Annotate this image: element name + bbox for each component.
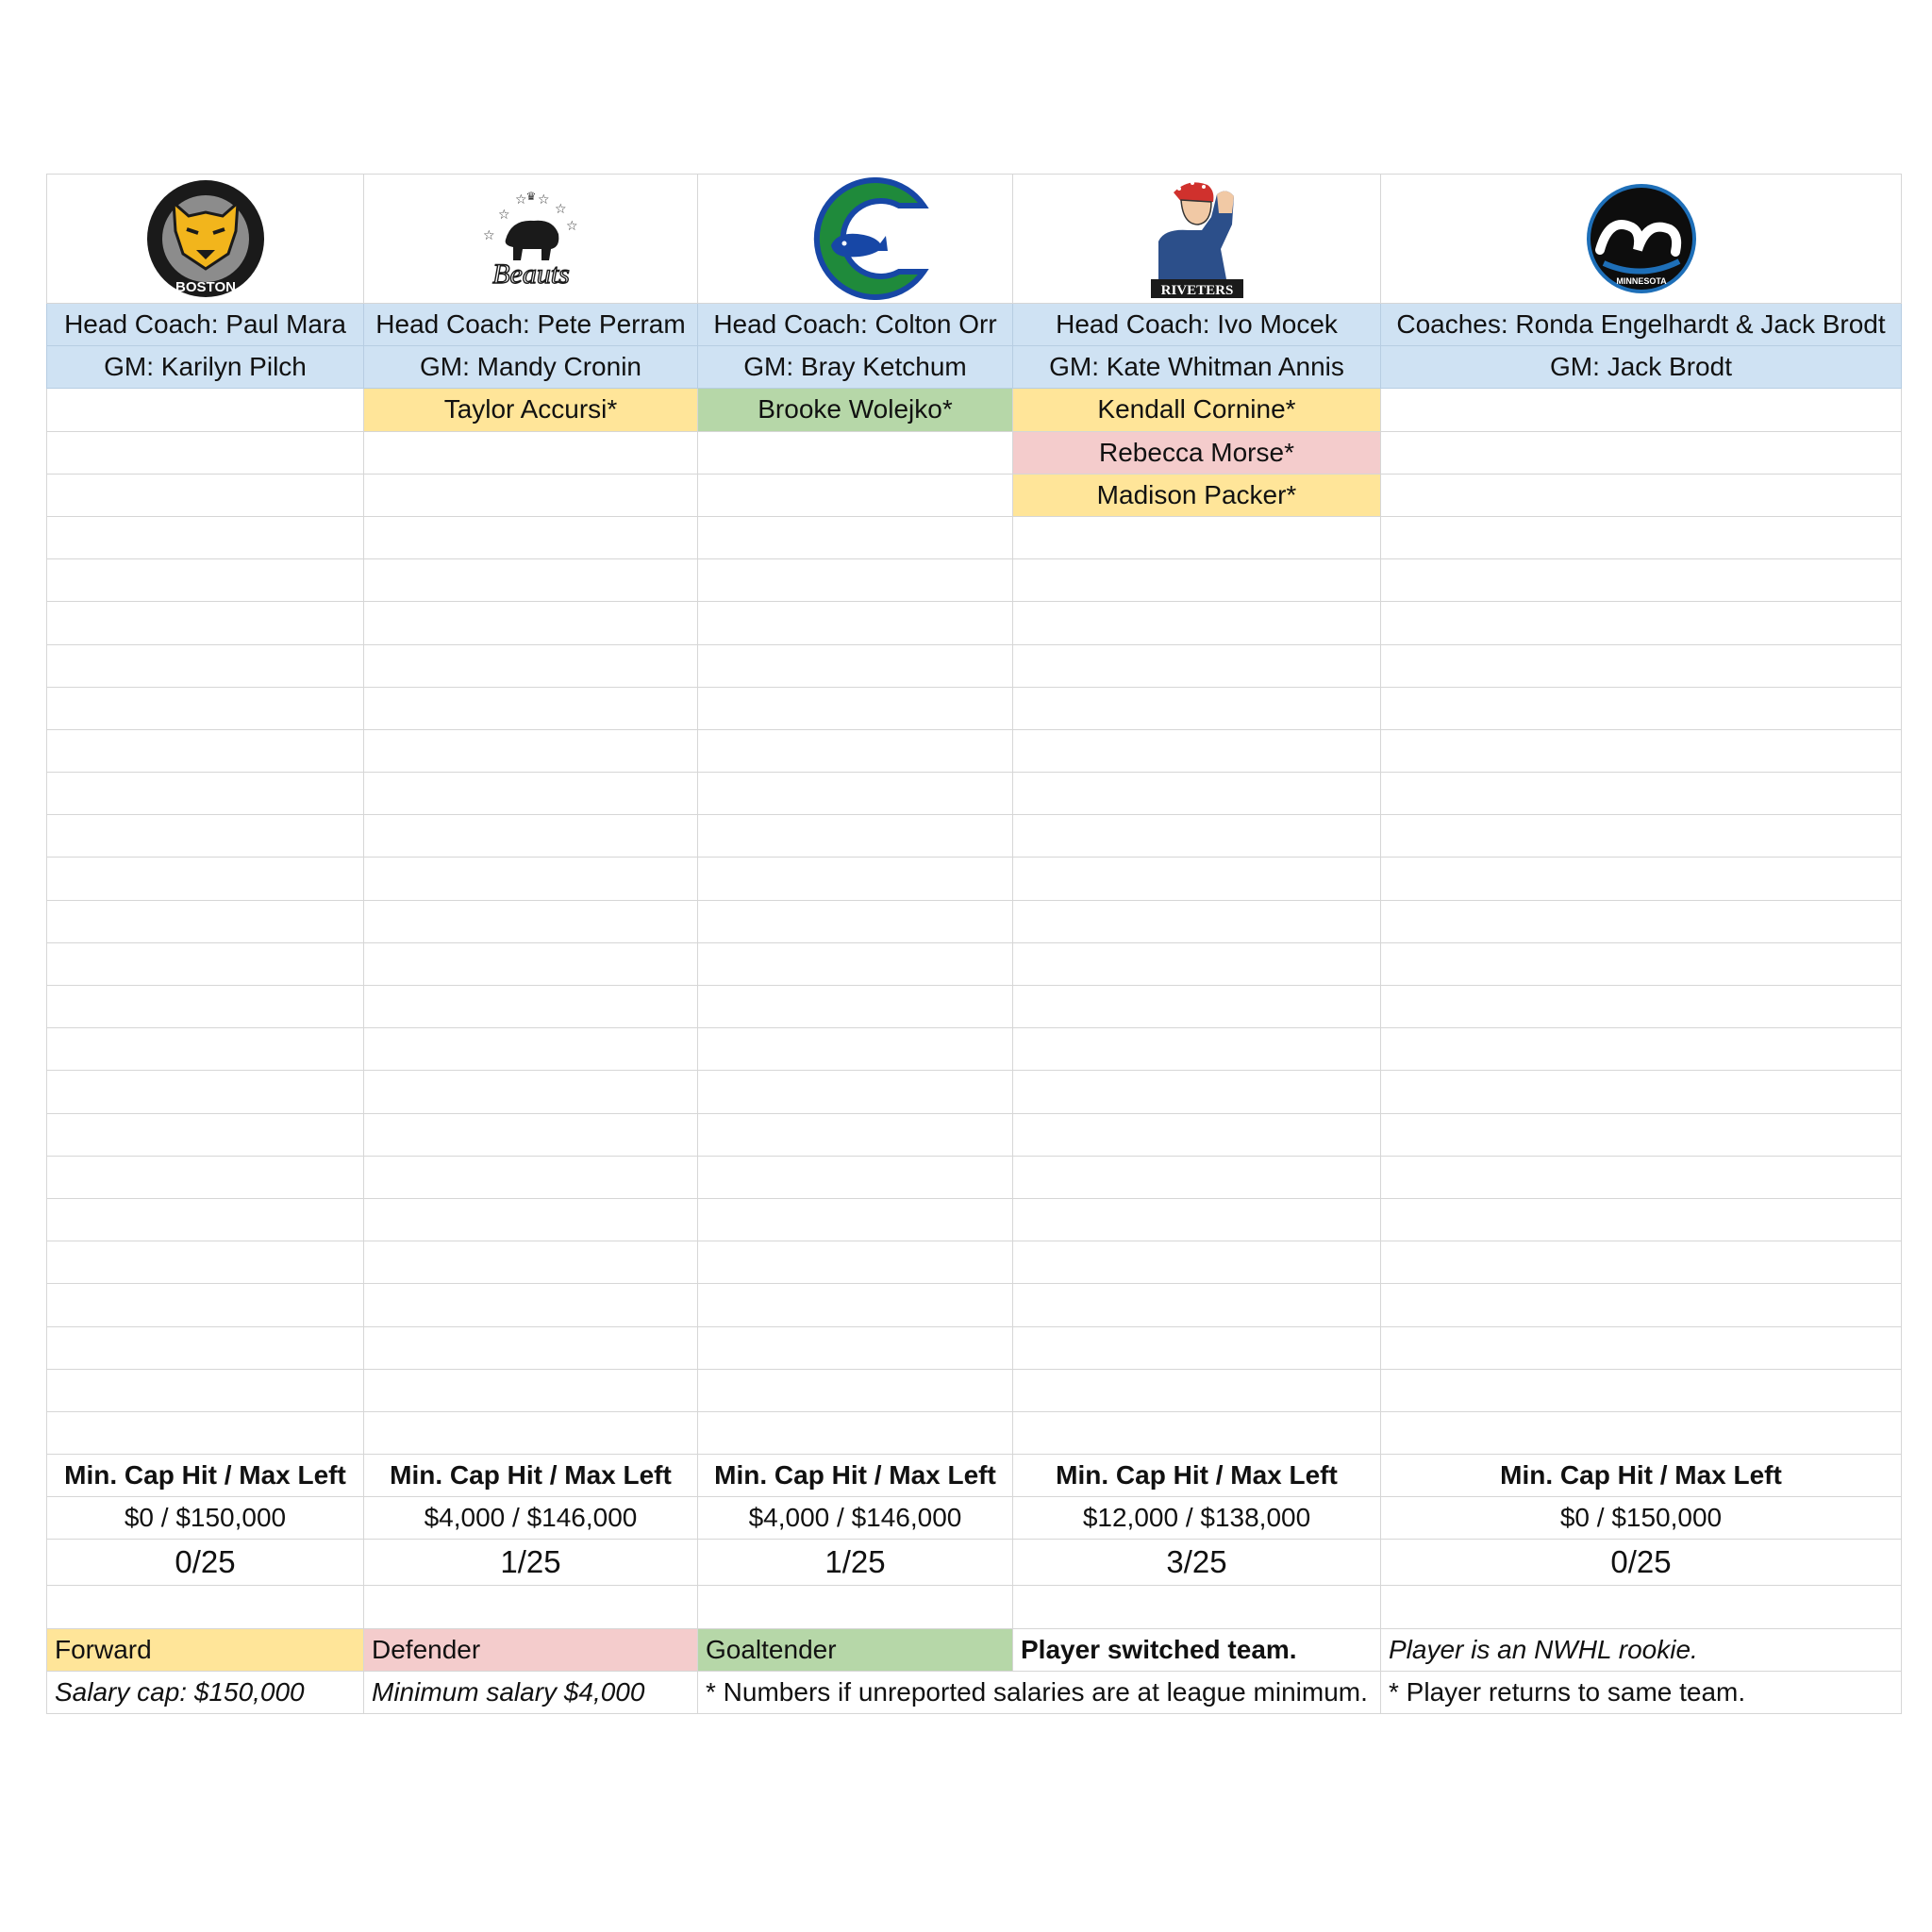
roster-row	[47, 1241, 1902, 1284]
spacer-row	[47, 1586, 1902, 1628]
roster-cell[interactable]	[698, 559, 1013, 602]
roster-count-row	[47, 1540, 1902, 1586]
roster-cell[interactable]	[364, 900, 698, 942]
roster-cell[interactable]	[364, 644, 698, 687]
svg-text:MINNESOTA: MINNESOTA	[1615, 276, 1667, 286]
cell[interactable]	[698, 1586, 1013, 1628]
empty-roster-rows	[47, 516, 1902, 1454]
gm-cell[interactable]: GM: Mandy Cronin	[364, 346, 698, 389]
legend-switched-team[interactable]: Player switched team.	[1013, 1628, 1381, 1671]
roster-row	[47, 1071, 1902, 1113]
roster-cell[interactable]	[1013, 1156, 1381, 1198]
roster-cell[interactable]	[364, 986, 698, 1028]
roster-cell[interactable]	[1381, 986, 1902, 1028]
roster-cell[interactable]	[1381, 602, 1902, 644]
roster-cell[interactable]	[47, 858, 364, 900]
gm-cell[interactable]: GM: Jack Brodt	[1381, 346, 1902, 389]
roster-row	[47, 1156, 1902, 1198]
roster-cell[interactable]	[1013, 1284, 1381, 1326]
roster-row	[47, 474, 1902, 516]
roster-cell[interactable]	[1381, 858, 1902, 900]
roster-cell[interactable]	[1013, 602, 1381, 644]
roster-row	[47, 1028, 1902, 1071]
roster-cell[interactable]	[47, 1113, 364, 1156]
roster-cell[interactable]	[47, 1156, 364, 1198]
connecticut-whale-logo	[782, 177, 929, 300]
roster-row	[47, 1411, 1902, 1454]
roster-cell[interactable]	[698, 431, 1013, 474]
coach-cell[interactable]: Head Coach: Pete Perram	[364, 304, 698, 346]
roster-cell[interactable]	[698, 1326, 1013, 1369]
roster-cell[interactable]	[47, 516, 364, 558]
roster-count-cell[interactable]: 3/25	[1013, 1540, 1381, 1586]
gm-row	[47, 346, 1902, 389]
roster-cell[interactable]	[698, 1411, 1013, 1454]
cap-value-cell[interactable]: $4,000 / $146,000	[698, 1497, 1013, 1540]
salary-cap-note[interactable]: Salary cap: $150,000	[47, 1671, 364, 1713]
roster-cell[interactable]	[698, 773, 1013, 815]
roster-cell[interactable]	[698, 1284, 1013, 1326]
roster-row	[47, 559, 1902, 602]
roster-cell[interactable]	[47, 389, 364, 431]
roster-cell[interactable]	[364, 1113, 698, 1156]
roster-row	[47, 858, 1902, 900]
roster-cell[interactable]	[1013, 1241, 1381, 1284]
roster-cell[interactable]	[698, 1071, 1013, 1113]
roster-cell[interactable]	[1381, 1411, 1902, 1454]
roster-row	[47, 900, 1902, 942]
roster-cell[interactable]	[47, 942, 364, 985]
cap-header-cell[interactable]: Min. Cap Hit / Max Left	[1013, 1455, 1381, 1497]
svg-text:RIVETERS: RIVETERS	[1160, 283, 1233, 298]
roster-row	[47, 773, 1902, 815]
cap-header-cell[interactable]: Min. Cap Hit / Max Left	[47, 1455, 364, 1497]
roster-cell[interactable]	[364, 1198, 698, 1241]
roster-cell[interactable]	[47, 1028, 364, 1071]
roster-cell[interactable]	[47, 431, 364, 474]
legend-rookie[interactable]: Player is an NWHL rookie.	[1381, 1628, 1902, 1671]
gm-cell[interactable]: GM: Bray Ketchum	[698, 346, 1013, 389]
svg-text:☆: ☆	[497, 207, 510, 222]
roster-row	[47, 1113, 1902, 1156]
roster-cell[interactable]	[47, 986, 364, 1028]
roster-row	[47, 815, 1902, 858]
roster-cell[interactable]	[364, 729, 698, 772]
roster-cell[interactable]	[1013, 1113, 1381, 1156]
svg-text:BOSTON: BOSTON	[175, 279, 236, 295]
roster-cell[interactable]	[698, 729, 1013, 772]
roster-cell[interactable]	[698, 687, 1013, 729]
legend-row	[47, 1628, 1902, 1671]
roster-cell[interactable]	[698, 1241, 1013, 1284]
cell[interactable]	[364, 175, 698, 304]
coach-cell[interactable]: Head Coach: Colton Orr	[698, 304, 1013, 346]
coach-row	[47, 304, 1902, 346]
coach-cell[interactable]: Coaches: Ronda Engelhardt & Jack Brodt	[1381, 304, 1902, 346]
roster-cell[interactable]	[698, 858, 1013, 900]
roster-cell[interactable]	[1013, 1411, 1381, 1454]
roster-count-cell[interactable]: 0/25	[47, 1540, 364, 1586]
roster-cell[interactable]	[364, 1284, 698, 1326]
coach-cell[interactable]: Head Coach: Paul Mara	[47, 304, 364, 346]
svg-text:☆: ☆	[537, 192, 550, 207]
roster-cell[interactable]	[47, 773, 364, 815]
roster-cell[interactable]	[364, 687, 698, 729]
roster-cell[interactable]	[1013, 815, 1381, 858]
svg-text:Beauts: Beauts	[491, 258, 570, 290]
roster-row	[47, 389, 1902, 431]
cell[interactable]	[1381, 175, 1902, 304]
roster-cell[interactable]: Kendall Cornine*	[1013, 389, 1381, 431]
roster-cell[interactable]	[364, 1326, 698, 1369]
roster-cell[interactable]	[364, 431, 698, 474]
roster-cell[interactable]	[364, 773, 698, 815]
roster-cell[interactable]	[47, 474, 364, 516]
roster-cell[interactable]	[1381, 1326, 1902, 1369]
roster-cell[interactable]	[698, 1198, 1013, 1241]
unreported-salaries-note[interactable]: * Numbers if unreported salaries are at league minimum.	[698, 1671, 1381, 1713]
roster-cell[interactable]	[47, 815, 364, 858]
roster-cell[interactable]	[698, 644, 1013, 687]
roster-cell[interactable]	[364, 474, 698, 516]
roster-cell[interactable]	[364, 942, 698, 985]
roster-cell[interactable]	[1013, 942, 1381, 985]
cell[interactable]	[1013, 1586, 1381, 1628]
roster-count-cell[interactable]: 1/25	[698, 1540, 1013, 1586]
roster-cell[interactable]	[1013, 1326, 1381, 1369]
roster-cell[interactable]	[47, 687, 364, 729]
gm-cell[interactable]: GM: Karilyn Pilch	[47, 346, 364, 389]
roster-cell[interactable]	[364, 1071, 698, 1113]
returns-same-team-note[interactable]: * Player returns to same team.	[1381, 1671, 1902, 1713]
roster-cell[interactable]	[47, 1369, 364, 1411]
roster-cell[interactable]	[1013, 687, 1381, 729]
svg-text:☆: ☆	[565, 218, 578, 233]
cap-value-cell[interactable]: $0 / $150,000	[1381, 1497, 1902, 1540]
svg-text:♛: ♛	[525, 190, 536, 203]
roster-cell[interactable]	[1381, 389, 1902, 431]
roster-count-cell[interactable]: 0/25	[1381, 1540, 1902, 1586]
roster-row	[47, 516, 1902, 558]
roster-cell[interactable]	[1381, 1113, 1902, 1156]
roster-cell[interactable]	[47, 644, 364, 687]
roster-cell[interactable]	[698, 815, 1013, 858]
roster-count-cell[interactable]: 1/25	[364, 1540, 698, 1586]
roster-cell[interactable]: Rebecca Morse*	[1013, 431, 1381, 474]
roster-row	[47, 602, 1902, 644]
cap-header-cell[interactable]: Min. Cap Hit / Max Left	[364, 1455, 698, 1497]
team-roster-sheet	[46, 174, 1902, 1714]
roster-cell[interactable]	[1013, 858, 1381, 900]
roster-row	[47, 1284, 1902, 1326]
roster-cell[interactable]	[47, 1241, 364, 1284]
roster-cell[interactable]	[698, 474, 1013, 516]
cell[interactable]	[47, 175, 364, 304]
roster-cell[interactable]	[1381, 942, 1902, 985]
cap-header-row	[47, 1455, 1902, 1497]
cell[interactable]	[1381, 1586, 1902, 1628]
coach-cell[interactable]: Head Coach: Ivo Mocek	[1013, 304, 1381, 346]
roster-cell[interactable]	[1381, 1284, 1902, 1326]
roster-cell[interactable]	[1381, 431, 1902, 474]
svg-text:☆: ☆	[554, 201, 567, 216]
roster-cell[interactable]	[364, 1369, 698, 1411]
roster-cell[interactable]	[364, 1156, 698, 1198]
cap-value-cell[interactable]: $0 / $150,000	[47, 1497, 364, 1540]
roster-cell[interactable]	[1013, 986, 1381, 1028]
roster-cell[interactable]	[698, 516, 1013, 558]
roster-row	[47, 687, 1902, 729]
roster-cell[interactable]	[1381, 1156, 1902, 1198]
roster-cell[interactable]	[1381, 729, 1902, 772]
roster-cell[interactable]	[698, 986, 1013, 1028]
svg-text:☆: ☆	[514, 192, 527, 207]
roster-cell[interactable]	[698, 1156, 1013, 1198]
roster-cell[interactable]	[1381, 773, 1902, 815]
minimum-salary-note[interactable]: Minimum salary $4,000	[364, 1671, 698, 1713]
roster-cell[interactable]	[1381, 516, 1902, 558]
roster-cell[interactable]	[364, 815, 698, 858]
minnesota-whitecaps-logo	[1585, 182, 1698, 295]
roster-row	[47, 986, 1902, 1028]
roster-cell[interactable]	[1381, 474, 1902, 516]
roster-cell[interactable]	[1013, 900, 1381, 942]
roster-cell[interactable]	[1013, 729, 1381, 772]
roster-cell[interactable]	[47, 1411, 364, 1454]
cap-header-cell[interactable]: Min. Cap Hit / Max Left	[1381, 1455, 1902, 1497]
roster-cell[interactable]	[47, 900, 364, 942]
roster-cell[interactable]: Madison Packer*	[1013, 474, 1381, 516]
roster-cell[interactable]	[1013, 1198, 1381, 1241]
buffalo-beauts-logo	[460, 187, 602, 291]
roster-cell[interactable]	[364, 1411, 698, 1454]
cap-value-cell[interactable]: $12,000 / $138,000	[1013, 1497, 1381, 1540]
roster-cell[interactable]	[1013, 1071, 1381, 1113]
roster-row	[47, 729, 1902, 772]
roster-cell[interactable]	[698, 1113, 1013, 1156]
roster-cell[interactable]	[1381, 1241, 1902, 1284]
cell[interactable]	[364, 1586, 698, 1628]
legend-defender[interactable]: Defender	[364, 1628, 698, 1671]
roster-cell[interactable]	[1013, 644, 1381, 687]
roster-row	[47, 431, 1902, 474]
roster-cell[interactable]	[1013, 1028, 1381, 1071]
roster-cell[interactable]	[698, 1028, 1013, 1071]
legend-forward[interactable]: Forward	[47, 1628, 364, 1671]
notes-row	[47, 1671, 1902, 1713]
roster-cell[interactable]	[47, 1071, 364, 1113]
cell[interactable]	[1013, 175, 1381, 304]
roster-row	[47, 942, 1902, 985]
roster-cell[interactable]	[47, 729, 364, 772]
roster-cell[interactable]	[364, 1028, 698, 1071]
roster-cell[interactable]	[47, 559, 364, 602]
roster-row	[47, 1326, 1902, 1369]
roster-cell[interactable]	[1381, 1028, 1902, 1071]
roster-cell[interactable]	[364, 559, 698, 602]
roster-cell[interactable]	[1381, 559, 1902, 602]
roster-cell[interactable]	[1013, 1369, 1381, 1411]
roster-cell[interactable]	[698, 602, 1013, 644]
logo-row	[47, 175, 1902, 304]
roster-cell[interactable]	[698, 942, 1013, 985]
roster-cell[interactable]	[1013, 559, 1381, 602]
roster-cell[interactable]	[1381, 1198, 1902, 1241]
roster-cell[interactable]	[1381, 644, 1902, 687]
roster-cell[interactable]	[1013, 516, 1381, 558]
roster-row	[47, 1198, 1902, 1241]
roster-cell[interactable]	[47, 602, 364, 644]
cell[interactable]	[47, 1586, 364, 1628]
metropolitan-riveters-logo	[1145, 175, 1249, 302]
cap-header-cell[interactable]: Min. Cap Hit / Max Left	[698, 1455, 1013, 1497]
roster-cell[interactable]	[364, 516, 698, 558]
cap-value-cell[interactable]: $4,000 / $146,000	[364, 1497, 698, 1540]
roster-cell[interactable]	[47, 1284, 364, 1326]
roster-cell[interactable]	[1013, 773, 1381, 815]
cell[interactable]	[698, 175, 1013, 304]
roster-cell[interactable]	[1381, 1369, 1902, 1411]
roster-cell[interactable]	[1381, 815, 1902, 858]
roster-cell[interactable]	[364, 1241, 698, 1284]
roster-cell[interactable]	[364, 858, 698, 900]
svg-text:☆: ☆	[482, 227, 495, 242]
roster-cell[interactable]: Brooke Wolejko*	[698, 389, 1013, 431]
boston-pride-logo	[142, 175, 270, 303]
roster-cell[interactable]	[47, 1198, 364, 1241]
roster-cell[interactable]	[1381, 900, 1902, 942]
roster-cell[interactable]	[1381, 687, 1902, 729]
roster-cell[interactable]	[47, 1326, 364, 1369]
gm-cell[interactable]: GM: Kate Whitman Annis	[1013, 346, 1381, 389]
cap-value-row	[47, 1497, 1902, 1540]
roster-cell[interactable]	[698, 900, 1013, 942]
roster-row	[47, 1369, 1902, 1411]
legend-goaltender[interactable]: Goaltender	[698, 1628, 1013, 1671]
roster-cell[interactable]	[364, 602, 698, 644]
roster-cell[interactable]	[698, 1369, 1013, 1411]
roster-row	[47, 644, 1902, 687]
roster-cell[interactable]: Taylor Accursi*	[364, 389, 698, 431]
roster-cell[interactable]	[1381, 1071, 1902, 1113]
